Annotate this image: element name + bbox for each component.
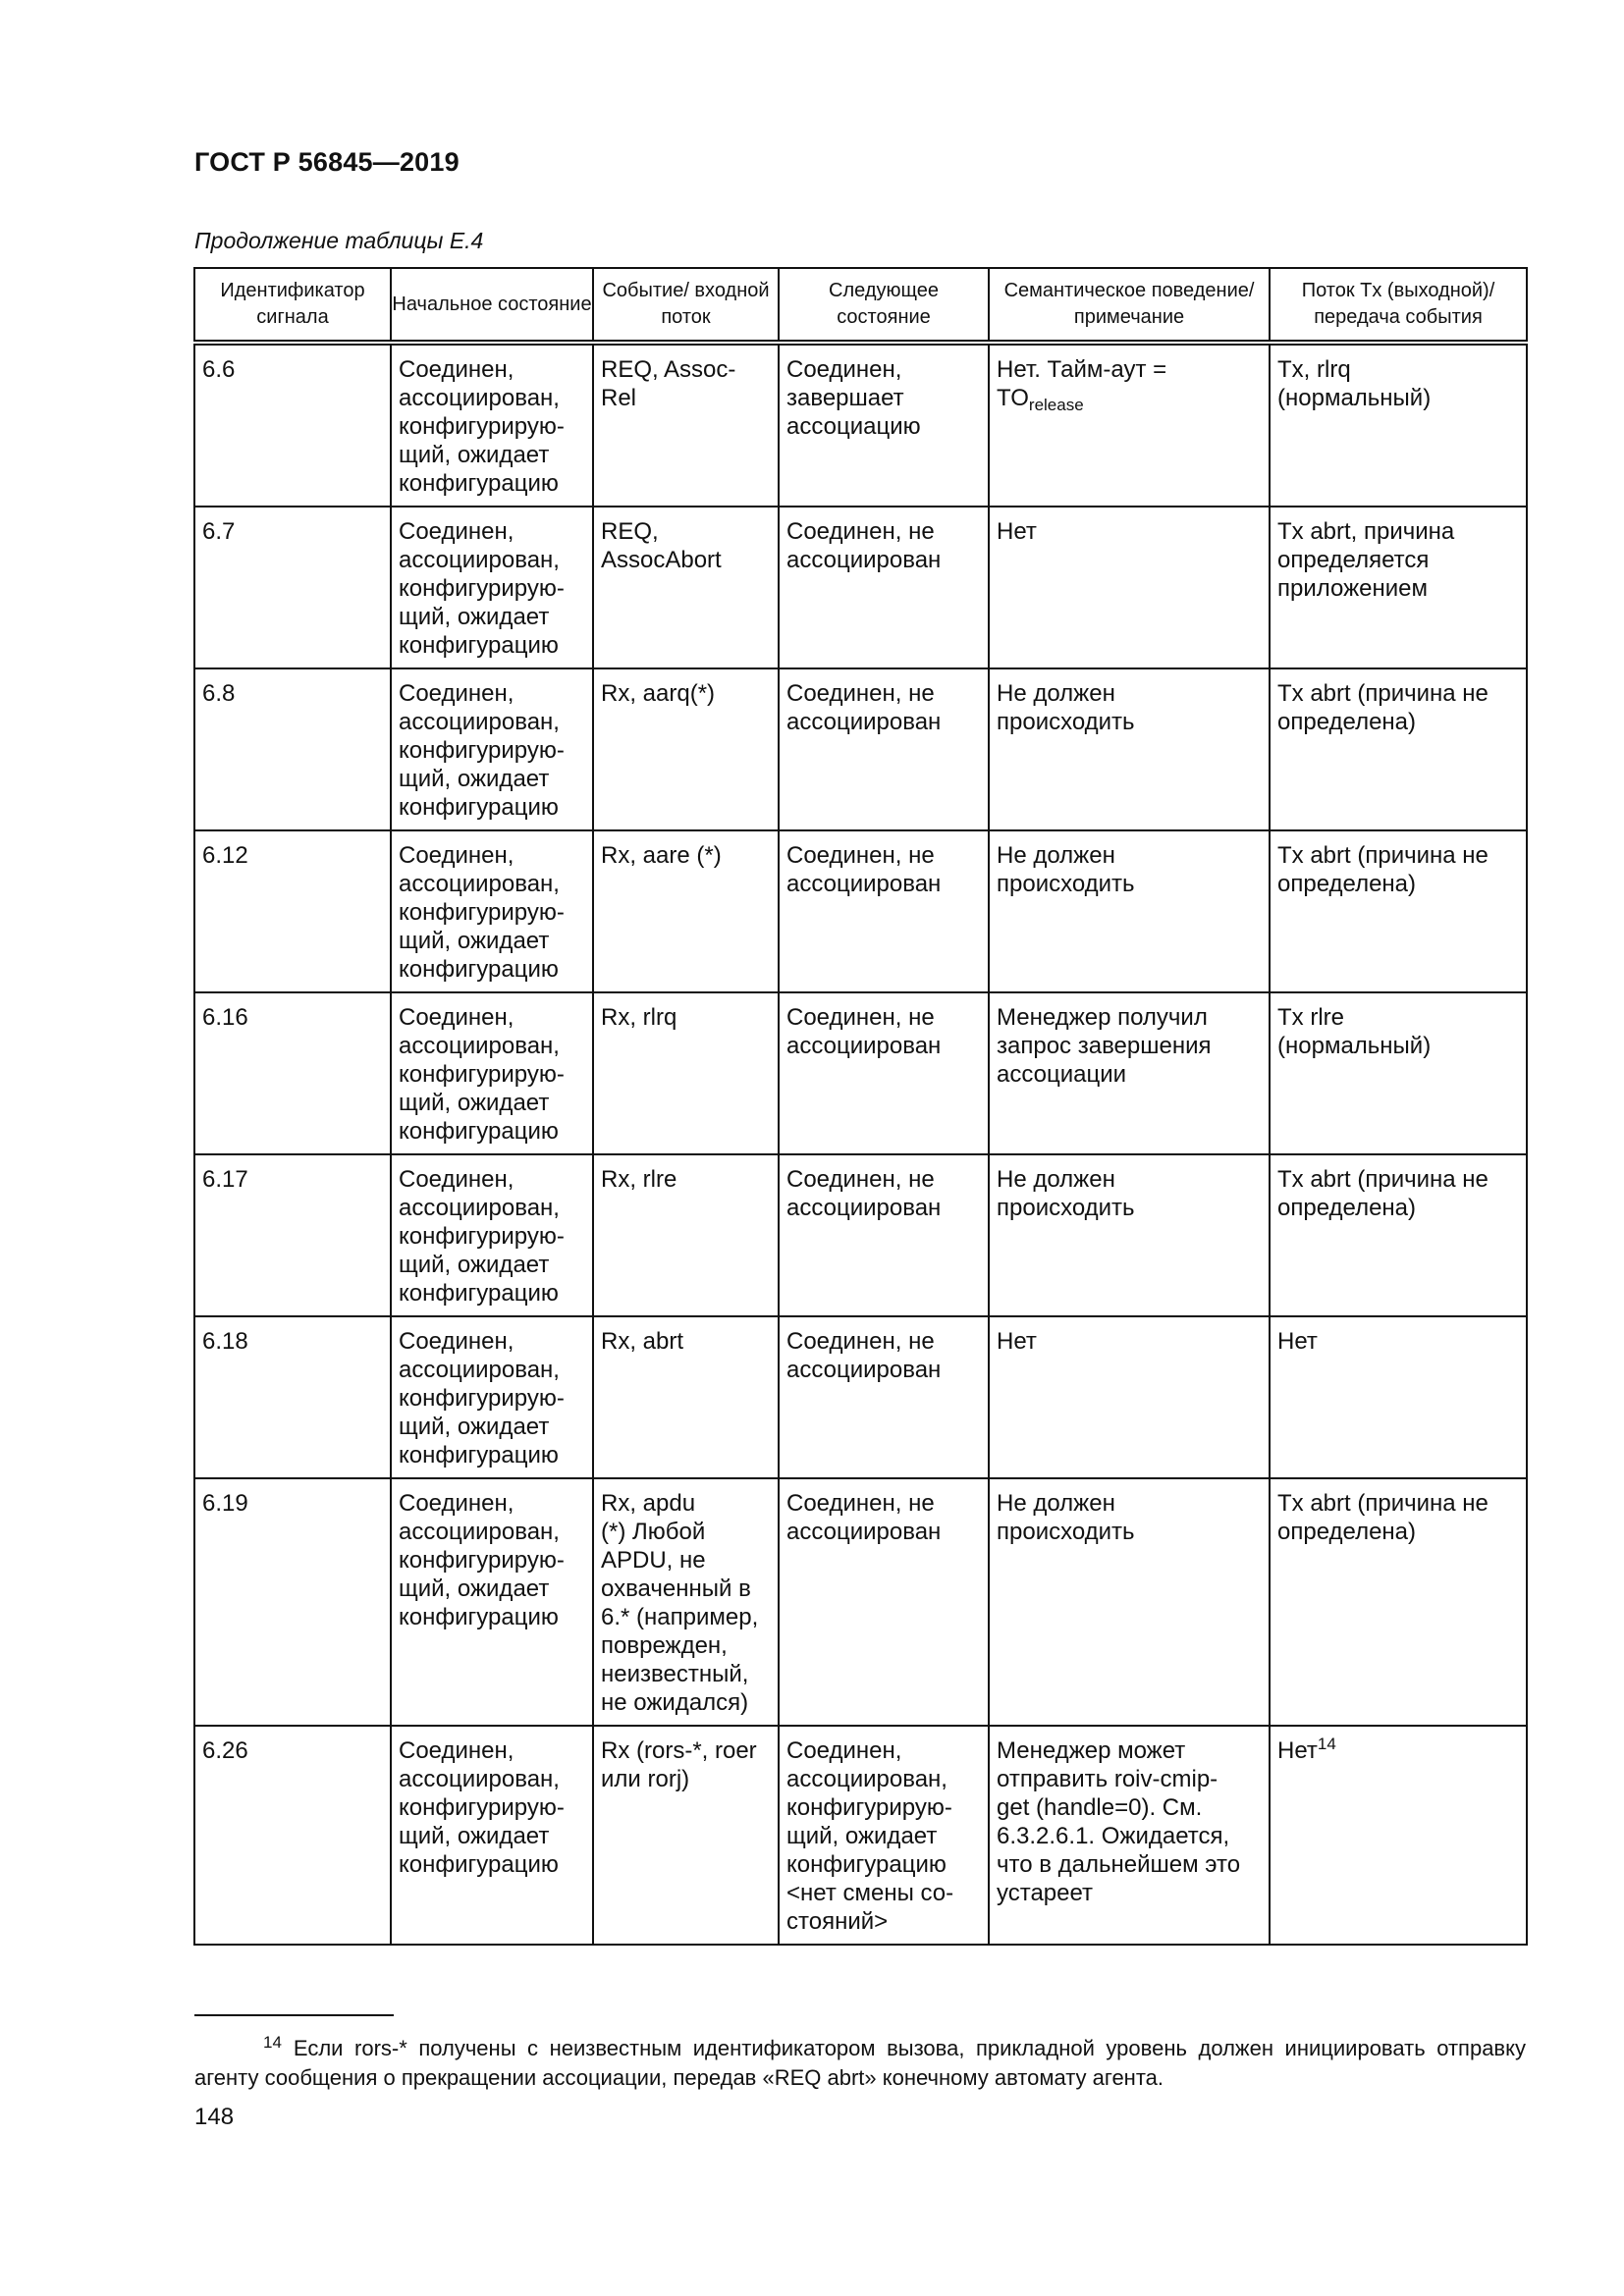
signal-id-cell: 6.12 — [194, 830, 391, 992]
event-cell: Rx, abrt — [593, 1316, 779, 1478]
footnote — [194, 2028, 1526, 2093]
column-header: Поток Tx (выходной)/ передача события — [1270, 268, 1527, 343]
tx-cell: Tx abrt (причина не определена) — [1270, 830, 1527, 992]
table-caption: Продолжение таблицы Е.4 — [194, 228, 484, 253]
next-state-cell: Соединен, не ассоциирован — [779, 668, 989, 830]
column-header: Следующее состояние — [779, 268, 989, 343]
tx-cell: Tx rlre (нормальный) — [1270, 992, 1527, 1154]
signal-id-cell: 6.16 — [194, 992, 391, 1154]
footnote-text: Если rors-* получены с неизвестным идентификатором вызова, прикладной уровень должен инициировать отправку агенту сообщения о прекращении ассоциации, передав «REQ abrt» конечному автомату агента. — [194, 2036, 1526, 2090]
table-row — [194, 830, 1527, 992]
column-header: Идентификатор сигнала — [194, 268, 391, 343]
event-cell: Rx, aarq(*) — [593, 668, 779, 830]
next-state-cell: Соединен, ассоциирован, конфигурирую- щий, ожидает конфигурацию <нет смены со- стояний> — [779, 1726, 989, 1945]
table-row — [194, 1316, 1527, 1478]
event-cell: Rx, aare (*) — [593, 830, 779, 992]
footnote-mark: 14 — [263, 2033, 282, 2052]
initial-state-cell: Соединен, ассоциирован, конфигурирую- щий, ожидает конфигурацию — [391, 507, 593, 668]
tx-cell: Tx abrt (причина не определена) — [1270, 1478, 1527, 1726]
semantic-cell: Менеджер может отправить roiv-cmip- get (handle=0). См. 6.3.2.6.1. Ожидается, что в дальнейшем это устареет — [989, 1726, 1270, 1945]
column-header: Событие/ входной поток — [593, 268, 779, 343]
next-state-cell: Соединен, не ассоциирован — [779, 830, 989, 992]
next-state-cell: Соединен, не ассоциирован — [779, 1478, 989, 1726]
column-header: Семантическое поведение/примечание — [989, 268, 1270, 343]
next-state-cell: Соединен, не ассоциирован — [779, 1316, 989, 1478]
table-row — [194, 343, 1527, 507]
signal-id-cell: 6.6 — [194, 343, 391, 507]
signal-id-cell: 6.7 — [194, 507, 391, 668]
event-cell: REQ, AssocAbort — [593, 507, 779, 668]
table-row — [194, 1726, 1527, 1945]
semantic-cell: Нет — [989, 1316, 1270, 1478]
semantic-cell: Менеджер получил запрос завершения ассоциации — [989, 992, 1270, 1154]
signal-id-cell: 6.26 — [194, 1726, 391, 1945]
table-row — [194, 1154, 1527, 1316]
semantic-cell: Не должен происходить — [989, 668, 1270, 830]
state-table — [193, 267, 1528, 1946]
tx-cell: Tx abrt (причина не определена) — [1270, 1154, 1527, 1316]
table-row — [194, 1478, 1527, 1726]
event-cell: REQ, Assoc- Rel — [593, 343, 779, 507]
tx-cell: Tx abrt (причина не определена) — [1270, 668, 1527, 830]
event-cell: Rx, rlre — [593, 1154, 779, 1316]
initial-state-cell: Соединен, ассоциирован, конфигурирую- щий, ожидает конфигурацию — [391, 992, 593, 1154]
event-cell: Rx, apdu (*) Любой APDU, не охваченный в 6.* (например, поврежден, неизвестный, не ожидался) — [593, 1478, 779, 1726]
event-cell: Rx, rlrq — [593, 992, 779, 1154]
semantic-text: Нет. Тайм-аут = TO — [997, 356, 1167, 411]
initial-state-cell: Соединен, ассоциирован, конфигурирую- щий, ожидает конфигурацию — [391, 1478, 593, 1726]
initial-state-cell: Соединен, ассоциирован, конфигурирую- щий, ожидает конфигурацию — [391, 1726, 593, 1945]
next-state-cell: Соединен, не ассоциирован — [779, 992, 989, 1154]
document-header: ГОСТ Р 56845—2019 — [194, 147, 460, 177]
tx-cell: Нет — [1270, 1316, 1527, 1478]
table-row — [194, 992, 1527, 1154]
event-cell: Rx (rors-*, roer или rorj) — [593, 1726, 779, 1945]
semantic-cell: Нет — [989, 507, 1270, 668]
tx-cell: Tx, rlrq (нормальный) — [1270, 343, 1527, 507]
next-state-cell: Соединен, не ассоциирован — [779, 1154, 989, 1316]
table-header-row — [194, 268, 1527, 343]
column-header: Начальное состояние — [391, 268, 593, 343]
initial-state-cell: Соединен, ассоциирован, конфигурирую- щий, ожидает конфигурацию — [391, 343, 593, 507]
table-row — [194, 507, 1527, 668]
subscript-text: release — [1028, 396, 1084, 414]
table-row — [194, 668, 1527, 830]
semantic-cell: Не должен происходить — [989, 830, 1270, 992]
initial-state-cell: Соединен, ассоциирован, конфигурирую- щий, ожидает конфигурацию — [391, 1154, 593, 1316]
tx-cell: Tx abrt, причина определяется приложением — [1270, 507, 1527, 668]
next-state-cell: Соединен, завершает ассоциацию — [779, 343, 989, 507]
signal-id-cell: 6.18 — [194, 1316, 391, 1478]
tx-cell — [1270, 1726, 1527, 1945]
initial-state-cell: Соединен, ассоциирован, конфигурирую- щий, ожидает конфигурацию — [391, 1316, 593, 1478]
tx-text: Нет — [1277, 1737, 1318, 1764]
next-state-cell: Соединен, не ассоциирован — [779, 507, 989, 668]
signal-id-cell: 6.19 — [194, 1478, 391, 1726]
signal-id-cell: 6.17 — [194, 1154, 391, 1316]
semantic-cell — [989, 343, 1270, 507]
semantic-cell: Не должен происходить — [989, 1478, 1270, 1726]
semantic-cell: Не должен происходить — [989, 1154, 1270, 1316]
footnote-divider — [194, 2014, 394, 2016]
initial-state-cell: Соединен, ассоциирован, конфигурирую- щий, ожидает конфигурацию — [391, 830, 593, 992]
page-number: 148 — [194, 2104, 235, 2130]
initial-state-cell: Соединен, ассоциирован, конфигурирую- щий, ожидает конфигурацию — [391, 668, 593, 830]
signal-id-cell: 6.8 — [194, 668, 391, 830]
footnote-reference: 14 — [1317, 1735, 1336, 1753]
